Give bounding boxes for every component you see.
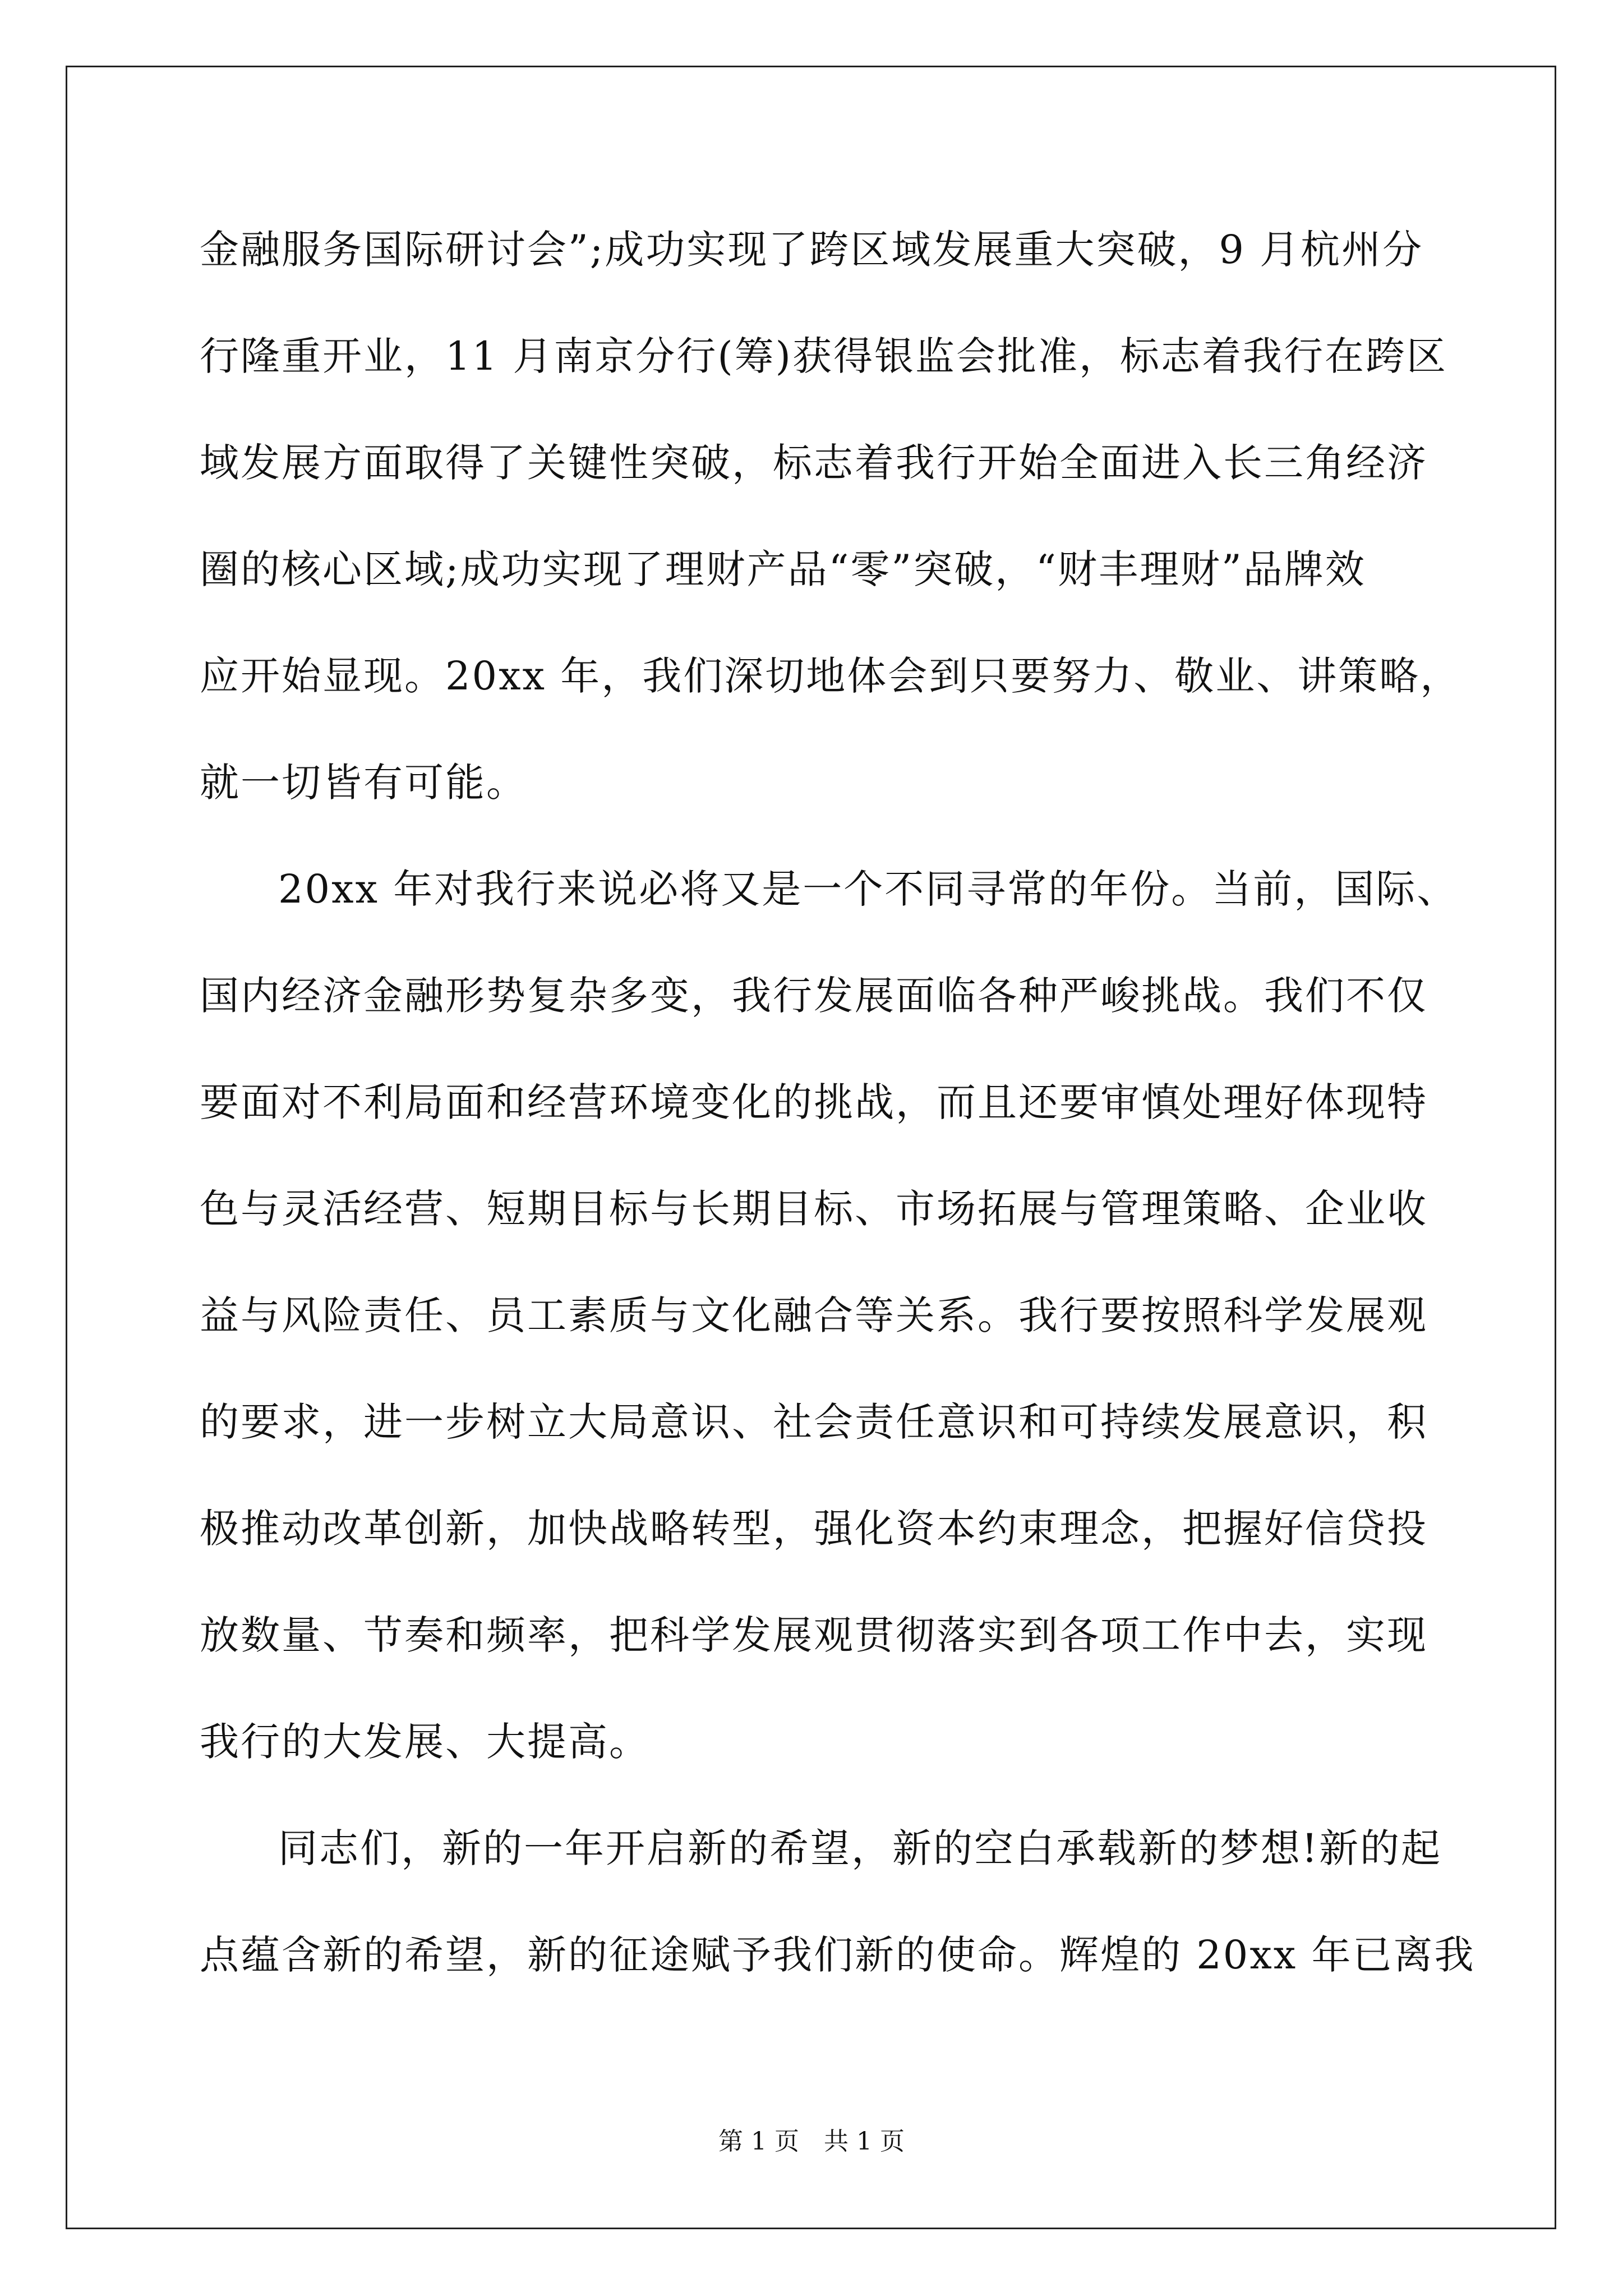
paragraph-first-line: 同志们，新的一年开启新的希望，新的空白承载新的梦想!新的起 — [278, 1825, 1442, 1871]
text-line: 我行的大发展、大提高。 — [200, 1719, 650, 1765]
text-line: 色与灵活经营、短期目标与长期目标、市场拓展与管理策略、企业收 — [200, 1186, 1428, 1232]
text-line: 金融服务国际研讨会”;成功实现了跨区域发展重大突破，9 月杭州分 — [200, 227, 1424, 273]
document-body — [200, 196, 1476, 2008]
text-line: 极推动改革创新，加快战略转型，强化资本约束理念，把握好信贷投 — [200, 1506, 1428, 1552]
text-line: 行隆重开业，11 月南京分行(筹)获得银监会批准，标志着我行在跨区 — [200, 333, 1447, 379]
text-line: 的要求，进一步树立大局意识、社会责任意识和可持续发展意识，积 — [200, 1399, 1428, 1445]
text-line: 放数量、节奏和频率，把科学发展观贯彻落实到各项工作中去，实现 — [200, 1612, 1428, 1658]
text-line: 点蕴含新的希望，新的征途赋予我们新的使命。辉煌的 20xx 年已离我 — [200, 1932, 1476, 1978]
text-line: 要面对不利局面和经营环境变化的挑战，而且还要审慎处理好体现特 — [200, 1079, 1428, 1125]
text-line: 应开始显现。20xx 年，我们深切地体会到只要努力、敬业、讲策略， — [200, 653, 1461, 699]
text-line: 国内经济金融形势复杂多变，我行发展面临各种严峻挑战。我们不仅 — [200, 973, 1428, 1019]
text-line: 域发展方面取得了关键性突破，标志着我行开始全面进入长三角经济 — [200, 440, 1428, 486]
text-line: 益与风险责任、员工素质与文化融合等关系。我行要按照科学发展观 — [200, 1292, 1428, 1338]
text-line: 圈的核心区域;成功实现了理财产品“零”突破，“财丰理财”品牌效 — [200, 546, 1366, 592]
text-line: 就一切皆有可能。 — [200, 760, 527, 806]
paragraph-first-line: 20xx 年对我行来说必将又是一个不同寻常的年份。当前，国际、 — [278, 866, 1458, 912]
page-number-footer: 第 1 页 共 1 页 — [718, 2127, 905, 2156]
